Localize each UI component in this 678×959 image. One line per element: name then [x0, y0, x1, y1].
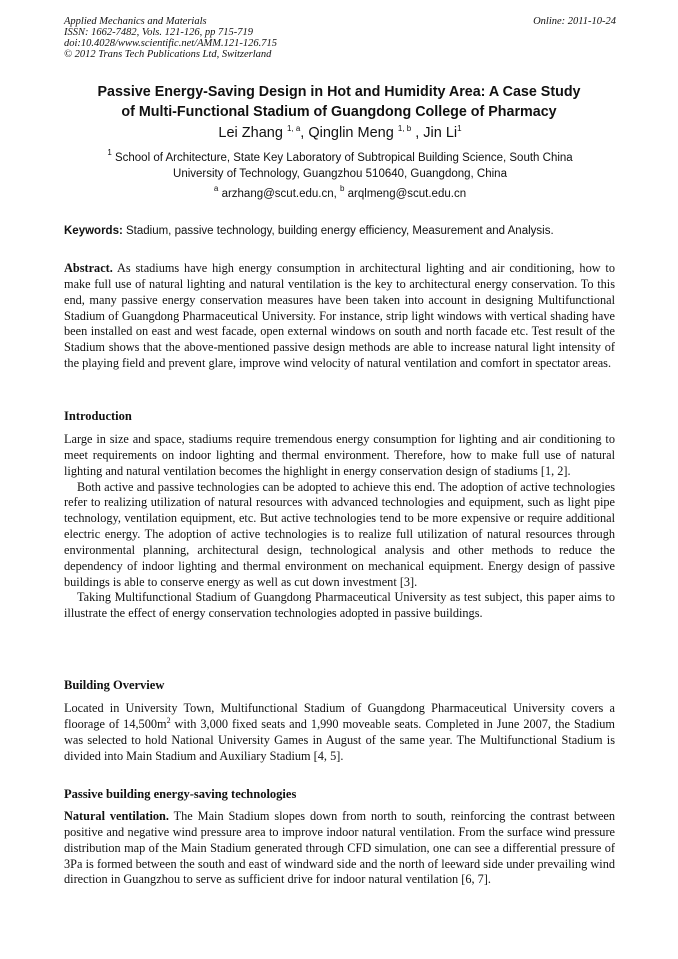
passive-heading: Passive building energy-saving technologies: [64, 787, 297, 801]
natural-ventilation-body: [64, 809, 615, 888]
doi-line: doi:10.4028/www.scientific.net/AMM.121-126.715: [64, 38, 277, 49]
copyright-line: © 2012 Trans Tech Publications Ltd, Switzerland: [64, 49, 272, 60]
abstract-label: Abstract.: [64, 261, 113, 275]
author-affil-1: 1, a: [286, 124, 301, 133]
author-name-2: , Qinglin Meng: [300, 125, 394, 141]
author-name-3: , Jin Li: [415, 125, 458, 141]
building-overview-text: Located in University Town, Multifunctional Stadium of Guangdong Pharmaceutical University covers a floorage of 14,500m: [64, 701, 615, 731]
online-date: Online: 2011-10-24: [533, 16, 616, 27]
author-list: [64, 124, 616, 142]
affiliation-mark: 1: [107, 148, 112, 157]
email-a: arzhang@scut.edu.cn: [221, 188, 334, 200]
introduction-body: [64, 432, 615, 622]
journal-name: Applied Mechanics and Materials: [64, 16, 207, 27]
introduction-heading: Introduction: [64, 409, 132, 423]
keywords: [64, 223, 616, 239]
email-mark-a: a: [213, 184, 219, 193]
paper-title: [50, 82, 628, 122]
keywords-label: Keywords:: [64, 225, 123, 237]
affiliation-line-1: School of Architecture, State Key Laboratory of Subtropical Building Science, South China: [114, 152, 573, 164]
abstract-text: As stadiums have high energy consumption in architectural lighting and air conditioning, how to make full use of natural lighting and natural ventilation is the key to architectural energy conservation. To this end, many passive energy conservation measures have been taken into account in designing Multifunctional Stadium of Guangdong Pharmaceutical University. For instance, strip light windows with vertical shading have been installed on east and west facade, open external windows on south and north facade etc. Test result of the Stadium shows that the above-mentioned passive design methods are able to increase natural light intensity of the playing field and prevent glare, improve wind velocity of natural ventilation and comfort in spectator areas.: [64, 261, 615, 371]
introduction-paragraph-1: Large in size and space, stadiums require tremendous energy consumption for lighting and air conditioning to meet requirements on indoor lighting and thermal environment. Therefore, how to make full use of natural lighting and natural ventilation becomes the highlight in energy conservation design of stadiums [1, 2].: [64, 432, 615, 478]
keywords-text: Stadium, passive technology, building energy efficiency, Measurement and Analysis.: [126, 225, 554, 237]
introduction-paragraph-3: Taking Multifunctional Stadium of Guangdong Pharmaceutical University as test subject, this paper aims to illustrate the effect of energy conservation technologies adopted in passive buildings.: [64, 590, 615, 621]
title-line-1: Passive Energy-Saving Design in Hot and Humidity Area: A Case Study: [97, 84, 581, 100]
affiliation-line-2: University of Technology, Guangzhou 510640, Guangdong, China: [173, 168, 507, 180]
affiliation: [64, 150, 616, 182]
natural-ventilation-lead: Natural ventilation.: [64, 809, 169, 823]
building-overview-text-cont: with 3,000 fixed seats and 1,990 moveable seats. Completed in June 2007, the Stadium was selected to hold National University Games in August of the same year. The Multifunctional Stadium is divided into Main Stadium and Auxiliary Stadium [4, 5].: [64, 716, 615, 763]
journal-header: [64, 16, 616, 60]
area-unit-superscript: 2: [166, 715, 171, 725]
introduction-paragraph-2: Both active and passive technologies can be adopted to achieve this end. The adoption of active technologies refer to realizing utilization of natural resources with advanced technologies and equipment, such as light pipe technology, ventilation equipment, etc. But active technologies tend to be more expensive or require additional electric energy. The adoption of active technologies is to realize full utilization of natural resources through environmental planning, architectural design, technological analysis and other methods to reduce the dependency of indoor lighting and thermal environment on mechanical equipment. Energy design of passive buildings is able to conserve energy as well as cut down investment [3].: [64, 479, 615, 589]
building-overview-heading: Building Overview: [64, 678, 165, 692]
issn-line: ISSN: 1662-7482, Vols. 121-126, pp 715-719: [64, 27, 253, 38]
natural-ventilation-text: The Main Stadium slopes down from north to south, reinforcing the contrast between positive and negative wind pressure area to improve indoor natural ventilation. From the surface wind pressure distribution map of the Main Stadium generated through CFD simulation, one can see a differential pressure of 3Pa is formed between the south and east of windward side and the north of leeward side under prevailing wind direction in Guangzhou to serve as sufficient drive for indoor natural ventilation [6, 7].: [64, 809, 616, 887]
author-affil-3: 1: [457, 124, 462, 133]
building-overview-body: [64, 701, 615, 764]
abstract: [64, 261, 615, 372]
author-affil-2: 1, b: [397, 124, 412, 133]
title-line-2: of Multi-Functional Stadium of Guangdong College of Pharmacy: [121, 104, 557, 120]
author-name-1: Lei Zhang: [218, 125, 283, 141]
author-emails: $^a$ arzhang@scut.edu.cn, $^b$ arqlmeng@scut.edu.cn: [213, 184, 467, 200]
email-mark-b: b: [340, 184, 345, 193]
email-b: arqlmeng@scut.edu.cn: [347, 188, 467, 200]
